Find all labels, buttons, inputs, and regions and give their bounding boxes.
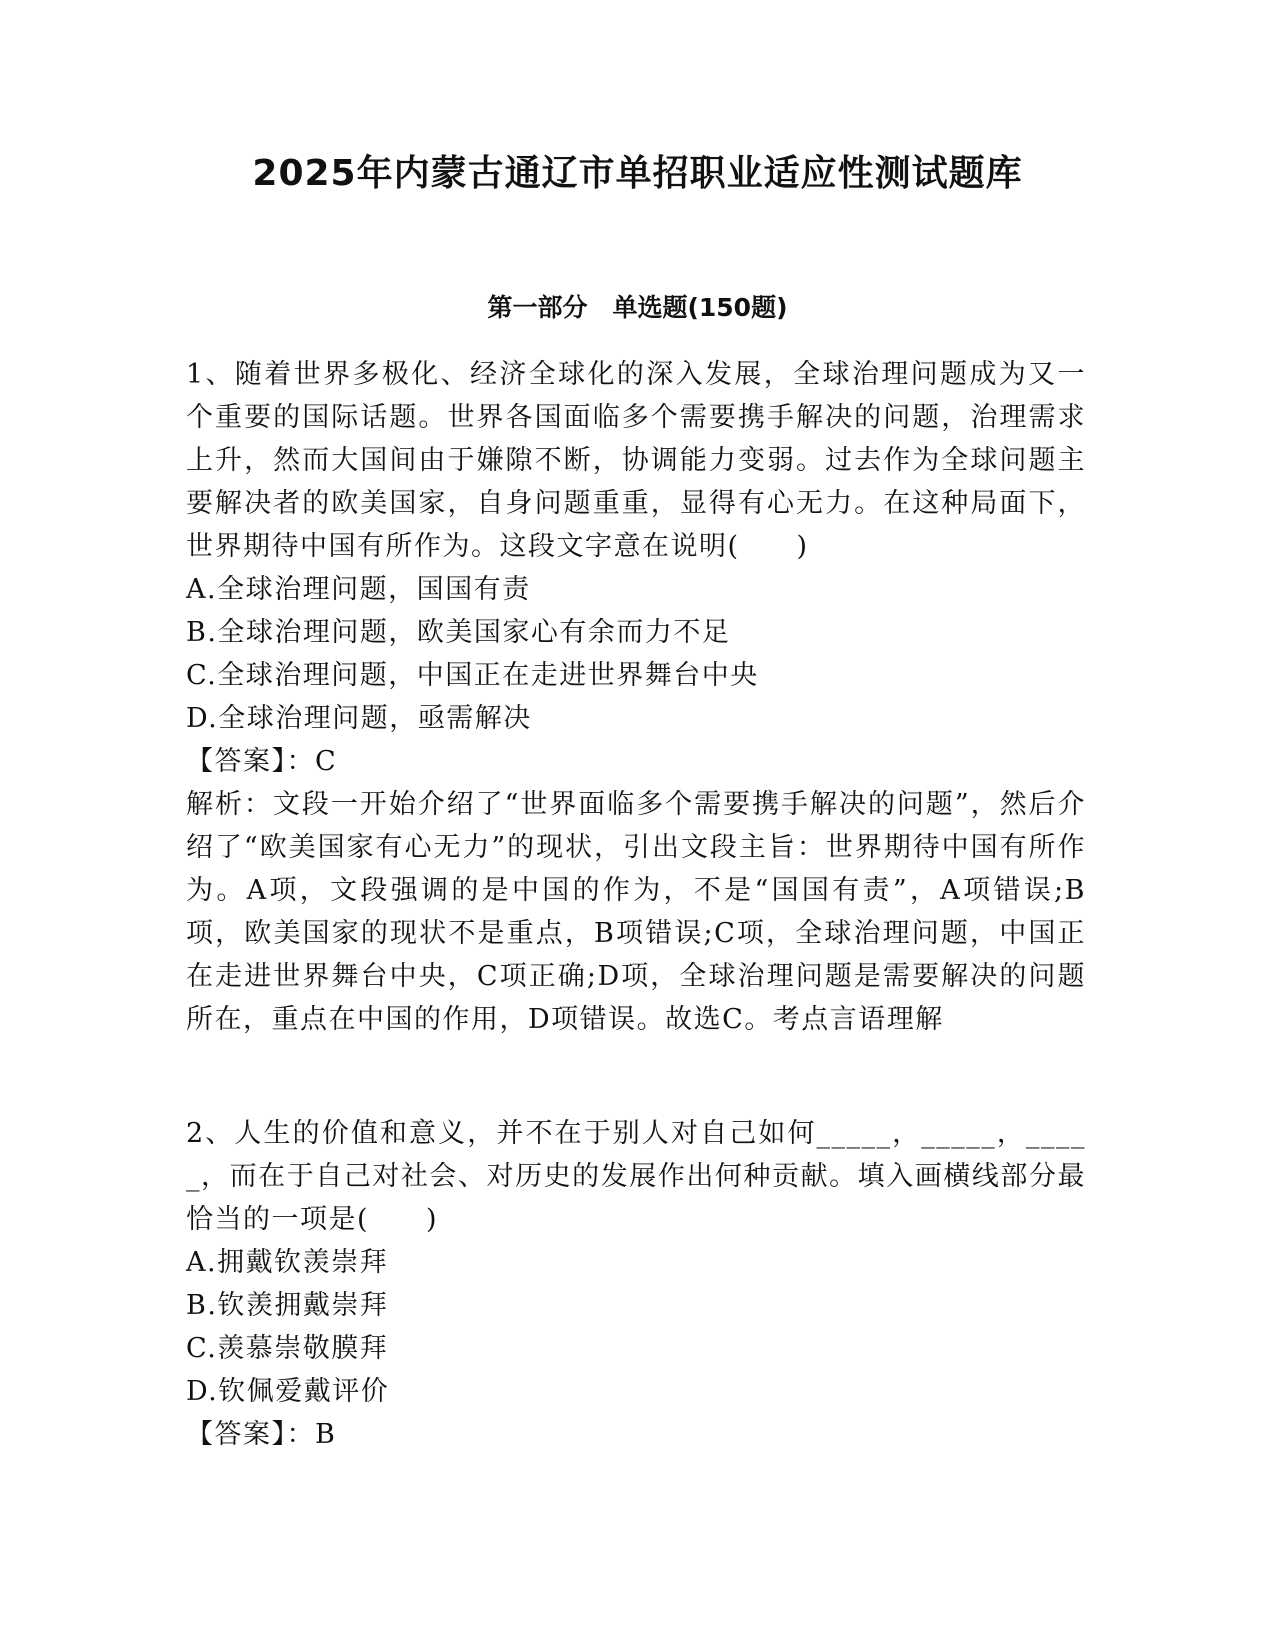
- option-a: A.全球治理问题，国国有责: [186, 574, 531, 605]
- question-stem: 2、人生的价值和意义，并不在于别人对自己如何_____，_____，_____，而在于自己对社会、对历史的发展作出何种贡献。填入画横线部分最恰当的一项是( ): [186, 1118, 1086, 1235]
- option-c: C.羡慕崇敬膜拜: [186, 1333, 389, 1364]
- option-c: C.全球治理问题，中国正在走进世界舞台中央: [186, 660, 759, 691]
- section-title: 第一部分 单选题(150题): [487, 293, 788, 322]
- question-block-1: [186, 353, 1086, 1041]
- option-d: D.全球治理问题，亟需解决: [186, 703, 532, 734]
- question-block-2: [186, 1112, 1086, 1456]
- question-stem: 1、随着世界多极化、经济全球化的深入发展，全球治理问题成为又一个重要的国际话题。世界各国面临多个需要携手解决的问题，治理需求上升，然而大国间由于嫌隙不断，协调能力变弱。过去作为全球问题主要解决者的欧美国家，自身问题重重，显得有心无力。在这种局面下，世界期待中国有所作为。这段文字意在说明( ): [186, 359, 1086, 562]
- analysis-text: 解析：文段一开始介绍了“世界面临多个需要携手解决的问题”，然后介绍了“欧美国家有心无力”的现状，引出文段主旨：世界期待中国有所作为。A项，文段强调的是中国的作为，不是“国国有责”，A项错误;B项，欧美国家的现状不是重点，B项错误;C项，全球治理问题，中国正在走进世界舞台中央，C项正确;D项，全球治理问题是需要解决的问题所在，重点在中国的作用，D项错误。故选C。考点言语理解: [186, 789, 1086, 1035]
- answer-line: 【答案】：C: [186, 746, 338, 777]
- option-a: A.拥戴钦羡崇拜: [186, 1247, 389, 1278]
- option-d: D.钦佩爱戴评价: [186, 1376, 390, 1407]
- option-b: B.钦羡拥戴崇拜: [186, 1290, 389, 1321]
- answer-line: 【答案】：B: [186, 1419, 337, 1450]
- document-title: 2025年内蒙古通辽市单招职业适应性测试题库: [252, 153, 1023, 194]
- option-b: B.全球治理问题，欧美国家心有余而力不足: [186, 617, 731, 648]
